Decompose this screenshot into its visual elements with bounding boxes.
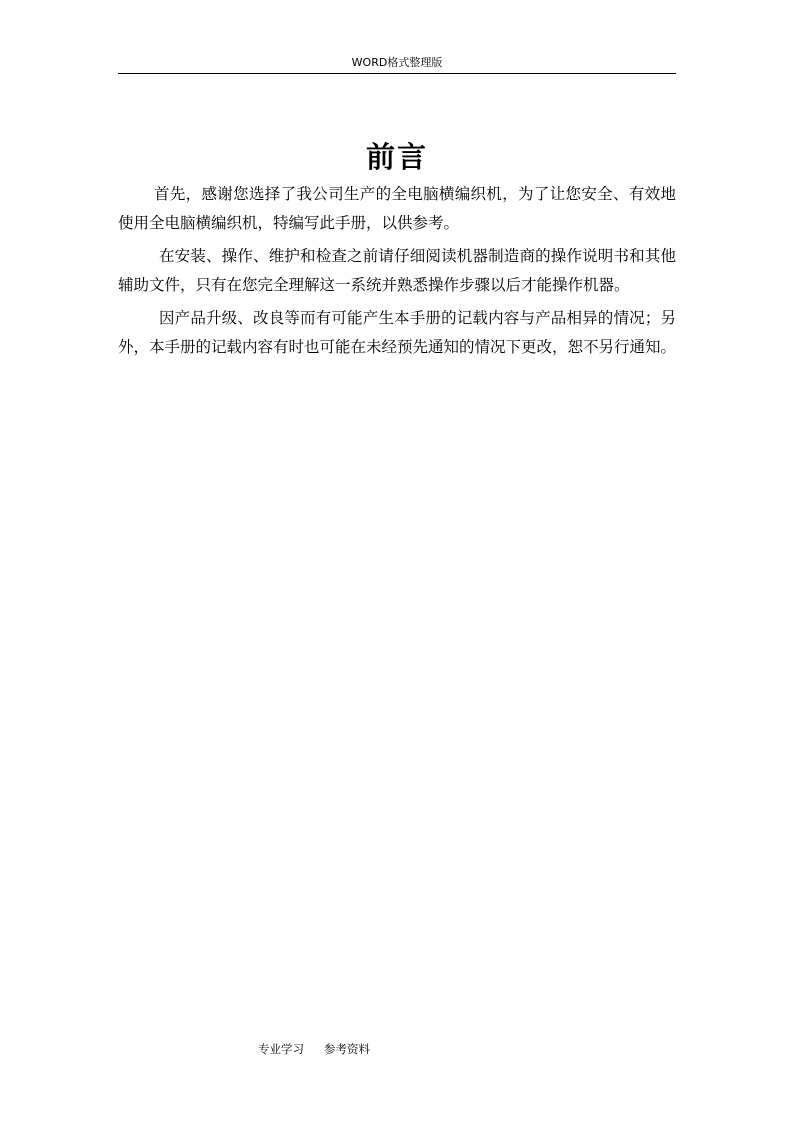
page-title: 前言 — [365, 140, 428, 175]
paragraph-disclaimer: 因产品升级、改良等而有可能产生本手册的记载内容与产品相异的情况；另外，本手册的记载内容有时也可能在未经预先通知的情况下更改，恕不另行通知。 — [118, 309, 677, 356]
header-divider — [118, 73, 676, 74]
page-header: WORD格式整理版 — [351, 56, 443, 69]
page-footer — [258, 1041, 370, 1057]
footer-right-text: 参考资料 — [324, 1042, 370, 1056]
paragraph-safety-notice: 在安装、操作、维护和检查之前请仔细阅读机器制造商的操作说明书和其他辅助文件，只有在您完全理解这一系统并熟悉操作步骤以后才能操作机器。 — [118, 247, 676, 294]
document-body — [118, 180, 676, 366]
paragraph-intro: 首先，感谢您选择了我公司生产的全电脑横编织机，为了让您安全、有效地使用全电脑横编织机，特编写此手册，以供参考。 — [118, 185, 676, 232]
footer-left-text: 专业学习 — [258, 1042, 304, 1056]
